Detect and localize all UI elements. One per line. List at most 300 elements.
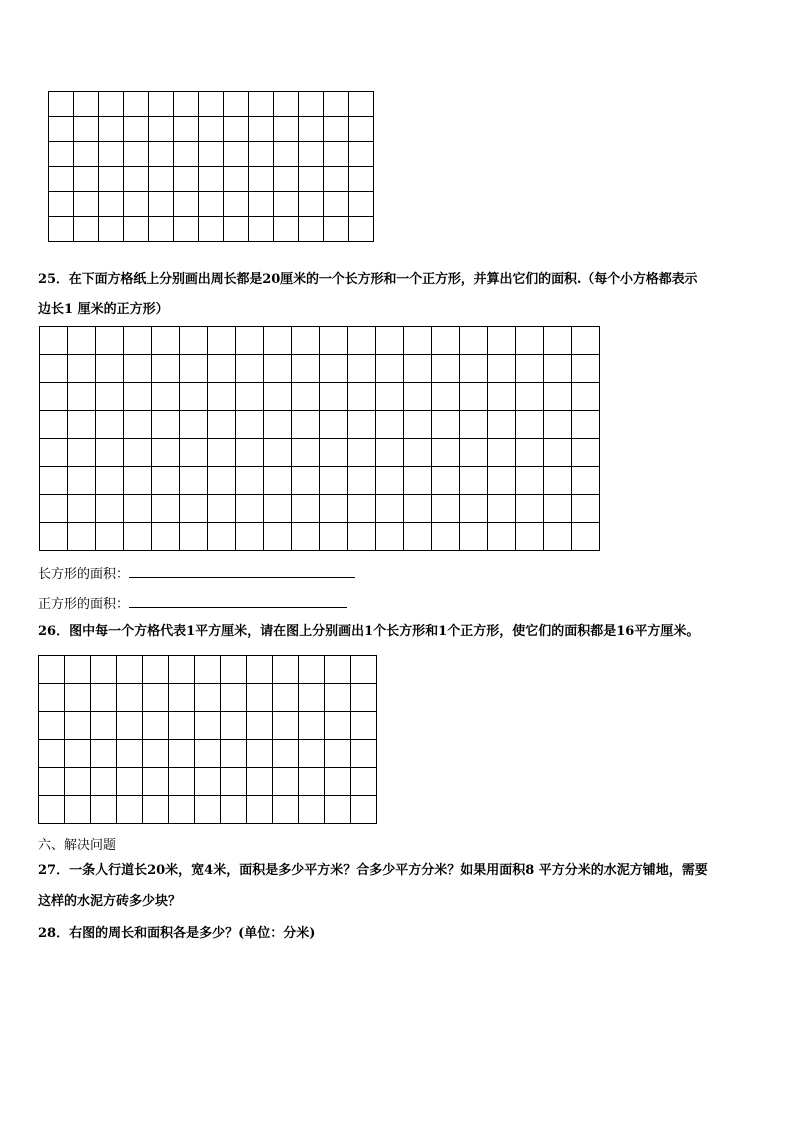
grid-cell [299,684,325,712]
grid-cell [572,523,600,551]
grid-cell [460,355,488,383]
grid-cell [221,796,247,824]
grid-cell [65,740,91,768]
grid-cell [99,217,124,242]
grid-cell [516,523,544,551]
grid-cell [274,167,299,192]
grid-cell [91,712,117,740]
grid-cell [274,192,299,217]
grid-cell [460,523,488,551]
grid-cell [143,768,169,796]
grid-cell [180,383,208,411]
grid-cell [124,411,152,439]
grid-cell [236,467,264,495]
grid-cell [348,327,376,355]
grid-cell [460,495,488,523]
question-25-line2: 边长1 厘米的正方形） [38,302,169,317]
grid-cell [247,740,273,768]
grid-row [49,117,374,142]
grid-cell [99,142,124,167]
grid-paper-top [48,91,374,242]
grid-cell [143,796,169,824]
grid-cell [516,411,544,439]
grid-cell [221,656,247,684]
grid-row [40,327,600,355]
grid-cell [39,712,65,740]
grid-cell [208,439,236,467]
grid-cell [572,383,600,411]
grid-cell [264,495,292,523]
square-area-row [38,594,347,613]
grid-cell [299,142,324,167]
grid-cell [91,768,117,796]
grid-cell [124,117,149,142]
grid-cell [273,712,299,740]
grid-cell [325,796,351,824]
grid-cell [432,355,460,383]
grid-cell [488,523,516,551]
grid-cell [236,327,264,355]
grid-cell [199,142,224,167]
grid-cell [299,768,325,796]
grid-cell [349,167,374,192]
square-area-blank[interactable] [129,594,347,608]
grid-cell [320,467,348,495]
grid-cell [224,217,249,242]
grid-cell [264,327,292,355]
grid-cell [572,495,600,523]
grid-cell [320,523,348,551]
grid-row [40,467,600,495]
grid-cell [460,467,488,495]
grid-cell [460,411,488,439]
grid-cell [404,495,432,523]
grid-cell [39,796,65,824]
grid-cell [96,495,124,523]
grid-cell [199,92,224,117]
grid-cell [236,523,264,551]
grid-cell [236,495,264,523]
grid-cell [143,656,169,684]
grid-cell [221,740,247,768]
grid-cell [432,439,460,467]
grid-cell [74,192,99,217]
grid-cell [40,411,68,439]
grid-cell [351,796,377,824]
grid-row [39,684,377,712]
grid-cell [544,355,572,383]
grid-cell [39,768,65,796]
grid-cell [180,523,208,551]
grid-cell [39,684,65,712]
grid-cell [516,355,544,383]
grid-cell [292,383,320,411]
grid-cell [208,467,236,495]
grid-cell [65,656,91,684]
grid-cell [460,439,488,467]
grid-cell [348,439,376,467]
grid-cell [264,439,292,467]
grid-cell [96,327,124,355]
grid-row [40,411,600,439]
grid-cell [124,327,152,355]
grid-cell [324,92,349,117]
grid-cell [488,467,516,495]
grid-cell [68,355,96,383]
grid-cell [169,740,195,768]
grid-cell [404,523,432,551]
grid-cell [274,217,299,242]
grid-cell [249,167,274,192]
grid-cell [117,740,143,768]
grid-cell [351,768,377,796]
grid-cell [544,495,572,523]
grid-cell [199,117,224,142]
grid-cell [348,467,376,495]
grid-cell [376,355,404,383]
grid-cell [376,327,404,355]
grid-paper-question-25 [39,326,600,551]
grid-cell [149,142,174,167]
grid-cell [195,768,221,796]
grid-cell [149,167,174,192]
grid-cell [292,467,320,495]
grid-cell [221,768,247,796]
grid-cell [91,684,117,712]
grid-cell [320,411,348,439]
grid-row [40,355,600,383]
grid-cell [96,439,124,467]
grid-cell [325,712,351,740]
grid-cell [117,796,143,824]
grid-cell [49,142,74,167]
grid-cell [40,439,68,467]
grid-cell [544,467,572,495]
grid-cell [49,117,74,142]
grid-cell [325,768,351,796]
grid-cell [274,92,299,117]
grid-cell [180,495,208,523]
grid-cell [174,217,199,242]
grid-cell [572,411,600,439]
grid-cell [195,656,221,684]
grid-cell [299,117,324,142]
grid-cell [40,327,68,355]
grid-cell [273,684,299,712]
grid-cell [224,167,249,192]
grid-cell [516,327,544,355]
grid-cell [143,712,169,740]
grid-cell [124,467,152,495]
grid-cell [516,439,544,467]
grid-cell [152,523,180,551]
grid-cell [292,495,320,523]
grid-cell [351,712,377,740]
grid-cell [247,656,273,684]
grid-cell [124,167,149,192]
grid-cell [174,167,199,192]
grid-cell [124,217,149,242]
grid-cell [348,355,376,383]
grid-cell [249,192,274,217]
grid-cell [224,92,249,117]
grid-cell [351,656,377,684]
grid-cell [74,217,99,242]
grid-cell [96,355,124,383]
grid-cell [274,117,299,142]
grid-cell [49,192,74,217]
grid-cell [432,383,460,411]
grid-cell [488,411,516,439]
grid-cell [264,355,292,383]
grid-row [49,92,374,117]
grid-cell [180,411,208,439]
grid-cell [68,467,96,495]
grid-cell [68,523,96,551]
grid-cell [488,327,516,355]
grid-row [39,740,377,768]
grid-cell [199,167,224,192]
grid-cell [124,192,149,217]
section-title: 六、解决问题 [38,838,117,853]
grid-cell [99,167,124,192]
grid-cell [117,684,143,712]
grid-cell [65,712,91,740]
question-28: 28．右图的周长和面积各是多少？(单位：分米) [38,926,316,941]
grid-cell [351,740,377,768]
grid-cell [152,355,180,383]
grid-row [39,768,377,796]
grid-cell [404,467,432,495]
grid-cell [236,383,264,411]
grid-cell [68,327,96,355]
grid-cell [143,684,169,712]
grid-cell [264,411,292,439]
grid-cell [404,355,432,383]
grid-cell [348,495,376,523]
grid-cell [488,495,516,523]
grid-cell [40,523,68,551]
grid-cell [292,355,320,383]
grid-cell [68,383,96,411]
grid-cell [273,768,299,796]
grid-cell [349,142,374,167]
grid-cell [376,439,404,467]
grid-cell [68,495,96,523]
grid-cell [96,467,124,495]
grid-cell [320,439,348,467]
square-area-label: 正方形的面积： [38,597,130,612]
grid-cell [247,684,273,712]
grid-row [49,217,374,242]
grid-cell [544,327,572,355]
grid-cell [208,411,236,439]
grid-cell [174,192,199,217]
grid-cell [292,439,320,467]
grid-row [49,142,374,167]
grid-cell [247,768,273,796]
grid-cell [249,92,274,117]
grid-cell [460,383,488,411]
grid-cell [174,92,199,117]
grid-row [39,656,377,684]
grid-cell [124,142,149,167]
grid-cell [91,656,117,684]
grid-cell [249,117,274,142]
grid-cell [299,712,325,740]
grid-cell [264,467,292,495]
grid-row [49,167,374,192]
grid-cell [124,355,152,383]
grid-cell [348,523,376,551]
question-27-line2: 这样的水泥方砖多少块？ [38,894,182,909]
grid-cell [460,327,488,355]
grid-cell [40,467,68,495]
grid-cell [180,327,208,355]
grid-cell [572,355,600,383]
grid-cell [404,411,432,439]
grid-cell [91,740,117,768]
grid-cell [68,411,96,439]
question-26: 26．图中每一个方格代表1平方厘米，请在图上分别画出1个长方形和1个正方形，使它们的面积都是16平方厘米。 [38,624,700,639]
grid-cell [152,411,180,439]
grid-cell [74,117,99,142]
grid-cell [149,192,174,217]
rectangle-area-label: 长方形的面积： [38,567,130,582]
grid-cell [404,439,432,467]
grid-cell [376,467,404,495]
grid-cell [324,117,349,142]
grid-cell [324,217,349,242]
grid-cell [99,92,124,117]
grid-cell [488,439,516,467]
grid-cell [273,740,299,768]
grid-cell [544,439,572,467]
grid-cell [74,92,99,117]
grid-cell [152,439,180,467]
grid-cell [195,712,221,740]
grid-cell [325,740,351,768]
grid-cell [96,523,124,551]
grid-cell [96,411,124,439]
grid-cell [180,439,208,467]
rectangle-area-row [38,564,355,583]
grid-cell [404,327,432,355]
grid-cell [516,495,544,523]
grid-cell [124,523,152,551]
grid-cell [376,495,404,523]
grid-cell [325,656,351,684]
grid-cell [39,740,65,768]
grid-cell [180,355,208,383]
grid-cell [432,523,460,551]
grid-cell [117,712,143,740]
grid-cell [65,684,91,712]
grid-cell [376,383,404,411]
grid-cell [404,383,432,411]
grid-cell [544,383,572,411]
grid-cell [516,467,544,495]
grid-cell [264,383,292,411]
grid-cell [273,796,299,824]
grid-cell [208,523,236,551]
grid-row [40,495,600,523]
grid-cell [432,411,460,439]
grid-cell [299,740,325,768]
grid-cell [124,383,152,411]
grid-cell [124,92,149,117]
grid-cell [324,167,349,192]
grid-cell [376,411,404,439]
grid-cell [236,439,264,467]
grid-cell [349,92,374,117]
grid-cell [39,656,65,684]
grid-cell [273,656,299,684]
grid-cell [249,217,274,242]
grid-row [39,796,377,824]
grid-cell [236,355,264,383]
grid-cell [572,467,600,495]
grid-cell [65,796,91,824]
grid-cell [299,656,325,684]
question-27-line1: 27．一条人行道长20米，宽4米，面积是多少平方米？合多少平方分米？如果用面积8 平方分米的水泥方铺地，需要 [38,863,708,878]
grid-cell [320,355,348,383]
grid-cell [488,355,516,383]
grid-cell [544,411,572,439]
grid-cell [99,192,124,217]
grid-cell [40,355,68,383]
grid-cell [195,684,221,712]
grid-cell [516,383,544,411]
grid-cell [180,467,208,495]
grid-cell [292,411,320,439]
grid-cell [236,411,264,439]
grid-row [40,383,600,411]
grid-cell [572,439,600,467]
grid-cell [96,383,124,411]
grid-cell [247,712,273,740]
grid-cell [320,383,348,411]
question-25-line1: 25．在下面方格纸上分别画出周长都是20厘米的一个长方形和一个正方形，并算出它们的面积.（每个小方格都表示 [38,272,698,287]
grid-cell [320,495,348,523]
grid-cell [169,712,195,740]
grid-cell [49,92,74,117]
grid-cell [432,327,460,355]
grid-cell [432,495,460,523]
grid-cell [199,192,224,217]
grid-cell [320,327,348,355]
grid-cell [208,495,236,523]
grid-cell [149,217,174,242]
grid-cell [99,117,124,142]
grid-cell [149,117,174,142]
grid-cell [152,467,180,495]
grid-cell [169,656,195,684]
rectangle-area-blank[interactable] [129,564,355,578]
grid-cell [325,684,351,712]
grid-cell [152,383,180,411]
grid-cell [299,192,324,217]
grid-cell [376,523,404,551]
grid-cell [264,523,292,551]
grid-cell [199,217,224,242]
grid-cell [299,92,324,117]
grid-cell [572,327,600,355]
grid-row [40,523,600,551]
grid-cell [349,217,374,242]
grid-cell [74,167,99,192]
grid-cell [208,355,236,383]
